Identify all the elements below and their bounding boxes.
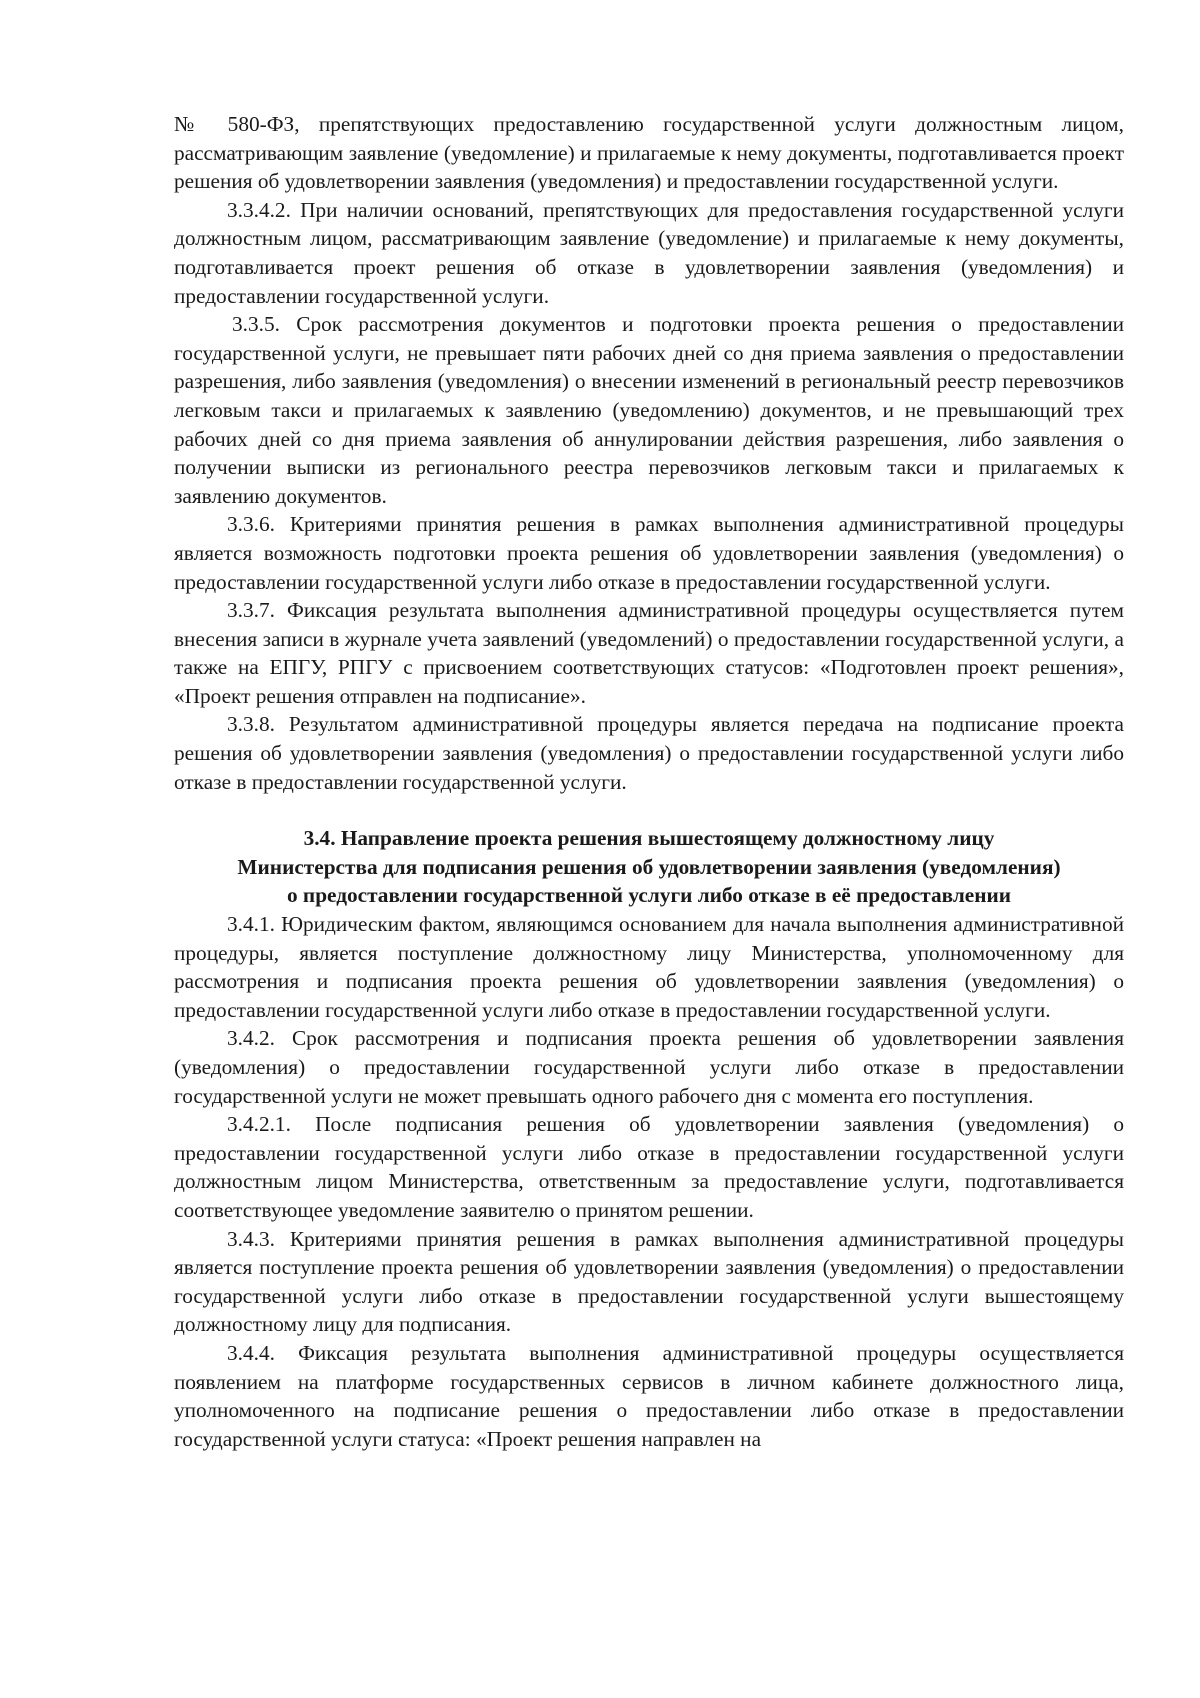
paragraph-3-4-4: 3.4.4. Фиксация результата выполнения административной процедуры осуществляется появлением на платформе государственных сервисов в личном кабинете должностного лица, уполномоченного на подписание решения о предоставлении либо отказе в предоставлении государственной услуги статуса: «Проект решения направлен на	[174, 1340, 1124, 1451]
paragraph-3-3-6: 3.3.6. Критериями принятия решения в рамках выполнения административной процедуры является возможность подготовки проекта решения об удовлетворении заявления (уведомления) о предоставлении государственной услуги либо отказе в предоставлении государственной услуги.	[174, 512, 1124, 594]
paragraph-3-4-2: 3.4.2. Срок рассмотрения и подписания проекта решения об удовлетворении заявления (уведомления) о предоставлении государственной услуги либо отказе в предоставлении государственной услуги не может превышать одного рабочего дня с момента его поступления.	[174, 1026, 1124, 1108]
heading-line: Министерства для подписания решения об удовлетворении заявления (уведомления)	[237, 854, 1061, 879]
paragraph-3-3-7: 3.3.7. Фиксация результата выполнения административной процедуры осуществляется путем внесения записи в журнале учета заявлений (уведомлений) о предоставлении государственной услуги, а также на ЕПГУ, РПГУ с присвоением соответствующих статусов: «Подготовлен проект решения», «Проект решения отправлен на подписание».	[174, 598, 1124, 708]
paragraph-continuation: № 580-ФЗ, препятствующих предоставлению государственной услуги должностным лицом, рассматривающим заявление (уведомление) и прилагаемые к нему документы, подготавливается проект решения об удовлетворении заявления (уведомления) и предоставлении государственной услуги.	[174, 112, 1124, 194]
heading-line: 3.4. Направление проекта решения вышестоящему должностному лицу	[303, 826, 995, 851]
paragraph-3-4-3: 3.4.3. Критериями принятия решения в рамках выполнения административной процедуры является поступление проекта решения об удовлетворении заявления (уведомления) о предоставлении государственной услуги либо отказе в предоставлении государственной услуги вышестоящему должностному лицу для подписания.	[174, 1226, 1124, 1337]
heading-line: о предоставлении государственной услуги либо отказе в её предоставлении	[286, 883, 1012, 908]
paragraph-3-4-2-1: 3.4.2.1. После подписания решения об удовлетворении заявления (уведомления) о предоставлении государственной услуги либо отказе в предоставлении государственной услуги должностным лицом Министерства, ответственным за предоставление услуги, подготавливается соответствующее уведомление заявителю о принятом решении.	[174, 1112, 1124, 1222]
paragraph-3-3-5: 3.3.5. Срок рассмотрения документов и подготовки проекта решения о предоставлении государственной услуги, не превышает пяти рабочих дней со дня приема заявления о предоставлении разрешения, либо заявления (уведомления) о внесении изменений в региональный реестр перевозчиков легковым такси и прилагаемых к заявлению (уведомлению) документов, и не превышающий трех рабочих дней со дня приема заявления об аннулировании действия разрешения, либо заявления о получении выписки из регионального реестра перевозчиков легковым такси и прилагаемых к заявлению документов.	[174, 312, 1124, 508]
paragraph-3-3-8: 3.3.8. Результатом административной процедуры является передача на подписание проекта решения об удовлетворении заявления (уведомления) о предоставлении государственной услуги либо отказе в предоставлении государственной услуги.	[174, 712, 1124, 794]
paragraph-3-4-1: 3.4.1. Юридическим фактом, являющимся основанием для начала выполнения административной процедуры, является поступление должностному лицу Министерства, уполномоченному для рассмотрения и подписания проекта решения об удовлетворении заявления (уведомления) о предоставлении государственной услуги либо отказе в предоставлении государственной услуги.	[174, 912, 1124, 1022]
section-heading-3-4	[174, 824, 1124, 910]
paragraph-3-3-4-2: 3.3.4.2. При наличии оснований, препятствующих для предоставления государственной услуги должностным лицом, рассматривающим заявление (уведомление) и прилагаемые к нему документы, подготавливается проект решения об отказе в удовлетворении заявления (уведомления) и предоставлении государственной услуги.	[174, 197, 1124, 308]
document-page	[174, 110, 1124, 1453]
